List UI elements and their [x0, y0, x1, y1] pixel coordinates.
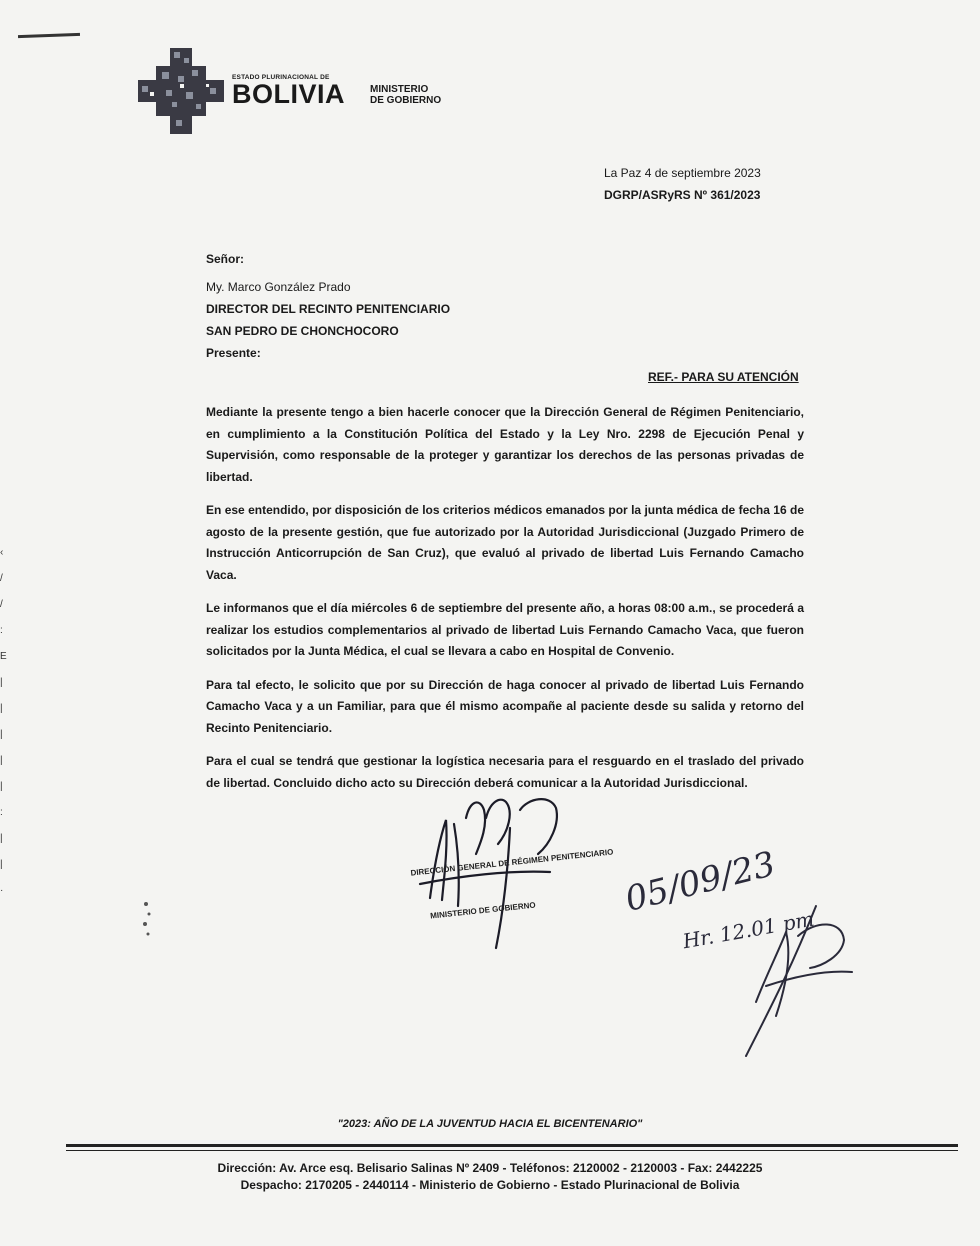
footer-rule-top: [66, 1144, 958, 1147]
handwritten-receipt: [616, 836, 866, 1066]
paragraph: En ese entendido, por disposición de los criterios médicos emanados por la junta médica de fecha 16 de agosto de la presente gestión, que fue autorizado por la Autoridad Jurisdiccional (Juzgado Primero de Instrucción Anticorrupción de San Cruz), que evaluó al privado de libertad Luis Fernando Camacho Vaca.: [206, 503, 804, 582]
letter-date: La Paz 4 de septiembre 2023: [604, 166, 761, 180]
ministry-line-2: DE GOBIERNO: [370, 95, 442, 106]
handwritten-initials: [616, 836, 866, 1066]
paragraph: Mediante la presente tengo a bien hacerle conocer que la Dirección General de Régimen Penitenciario, en cumplimiento a la Constitución Política del Estado y la Ley Nro. 2298 de Ejecución Penal y Supervisión, como responsable de la proteger y garantizar los derechos de las personas privadas de libertad.: [206, 405, 804, 484]
handwritten-date: 05/09/23: [621, 844, 780, 920]
adjacent-page-edge: ‹ / / : E | | | | | : | | ·: [0, 547, 7, 896]
paragraph: Para el cual se tendrá que gestionar la logística necesaria para el resguardo en el traslado del privado de libertad. Concluido dicho acto su Dirección deberá comunicar a la Autoridad Jurisdiccional.: [206, 754, 804, 790]
salutation: Señor:: [206, 252, 245, 266]
letter-body: [206, 402, 804, 806]
reference-number: DGRP/ASRyRS Nº 361/2023: [604, 188, 761, 202]
year-motto: "2023: AÑO DE LA JUVENTUD HACIA EL BICENTENARIO": [337, 1118, 643, 1130]
scan-edge-mark: [18, 33, 80, 38]
footer-address-line: Dirección: Av. Arce esq. Belisario Salinas Nº 2409 - Teléfonos: 2120002 - 2120003 - Fax: 2442225: [217, 1161, 763, 1175]
handwritten-time: Hr. 12.01 pm: [680, 906, 816, 954]
country-name: BOLIVIA: [232, 79, 346, 109]
paragraph: Le informanos que el día miércoles 6 de septiembre del presente año, a horas 08:00 a.m., se procederá a realizar los estudios complementarios al privado de libertad Luis Fernando Camacho Vaca, que fueron solicitados por la Junta Médica, el cual se llevara a cabo en Hospital de Convenio.: [206, 601, 804, 658]
ink-smudge: [140, 898, 154, 942]
footer-contact: [0, 1160, 980, 1194]
reference-line: REF.- PARA SU ATENCIÓN: [648, 370, 799, 384]
footer-rule-bottom: [66, 1150, 958, 1151]
stamp-line-2: MINISTERIO DE GOBIERNO: [429, 900, 536, 921]
recipient-block: [206, 248, 450, 364]
paragraph: Para tal efecto, le solicito que por su Dirección de haga conocer al privado de libertad Luis Fernando Camacho Vaca y a un Familiar, para que él mismo acompañe al paciente desde su salida y retorno del Recinto Penitenciario.: [206, 677, 804, 735]
date-block: [604, 162, 761, 206]
ministry-name: [370, 84, 441, 106]
state-label: ESTADO PLURINACIONAL DE: [232, 74, 330, 81]
country-brand: [232, 74, 345, 107]
presente-label: Presente:: [206, 346, 261, 360]
ministry-line-1: MINISTERIO: [370, 84, 429, 95]
bolivia-chakana-logo: [136, 46, 226, 136]
recipient-institution: SAN PEDRO DE CHONCHOCORO: [206, 324, 399, 338]
official-stamp-signature: [400, 788, 614, 958]
recipient-title: DIRECTOR DEL RECINTO PENITENCIARIO: [206, 302, 451, 316]
footer-office-line: Despacho: 2170205 - 2440114 - Ministerio de Gobierno - Estado Plurinacional de Bolivia: [240, 1178, 740, 1192]
stamp-line-1: DIRECCIÓN GENERAL DE RÉGIMEN PENITENCIARIO: [410, 847, 614, 878]
recipient-name: My. Marco González Prado: [206, 280, 351, 294]
